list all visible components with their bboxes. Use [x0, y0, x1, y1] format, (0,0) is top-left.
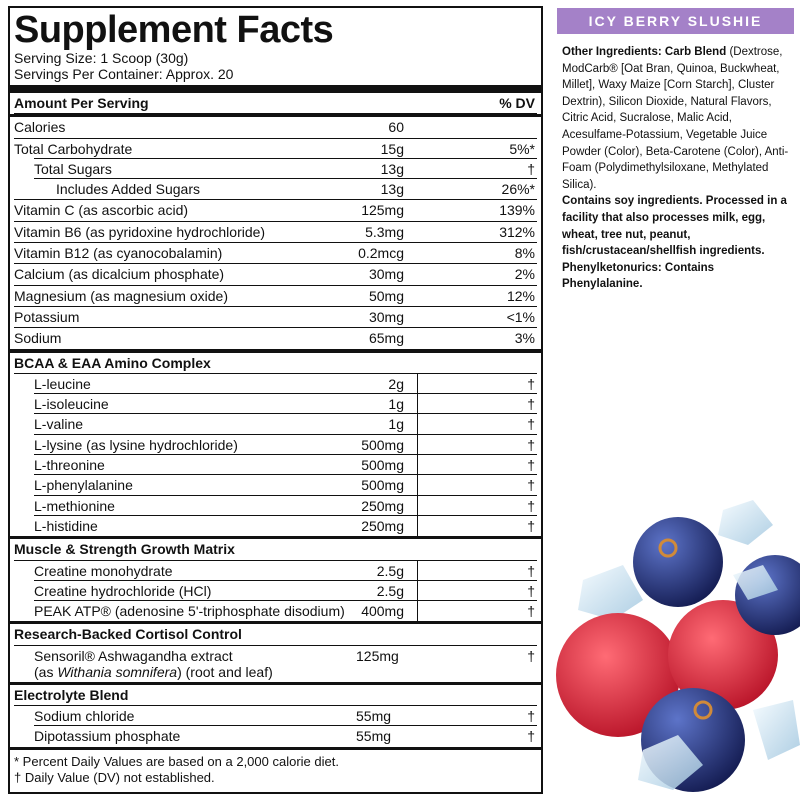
footnote: † Daily Value (DV) not established. [14, 769, 215, 785]
nutrient-label: L-valine [34, 416, 84, 433]
allergen-statement: Contains soy ingredients. Processed in a facility that also processes milk, egg, wheat, tree nut, peanut, fish/crustacean/shellfish ingredients. Phenylketonurics: Contains Phenylalanine. [562, 195, 787, 291]
divider [10, 747, 541, 750]
nutrient-dv: <1% [506, 308, 535, 325]
nutrient-label: Dipotassium phosphate [34, 728, 181, 745]
nutrient-label: Creatine monohydrate [34, 562, 173, 579]
section-title-text: Electrolyte Blend [14, 686, 129, 703]
ingredient-row [14, 455, 537, 475]
nutrient-amount: 15g [380, 140, 404, 157]
nutrient-row [14, 179, 537, 200]
nutrient-amount: 13g [380, 160, 404, 177]
blend-sections [14, 353, 537, 750]
nutrient-amount: 13g [380, 181, 404, 198]
nutrient-row [14, 243, 537, 264]
ingredient-row [14, 394, 537, 414]
nutrient-amount: 0.2mcg [358, 245, 404, 262]
ingredient-row [14, 414, 537, 434]
ingredient-row [14, 561, 537, 581]
amount-header: Amount Per Serving [14, 95, 149, 111]
column-divider [417, 455, 418, 475]
ingredient-row [14, 601, 537, 621]
nutrient-amount: 500mg [361, 477, 404, 494]
nutrient-amount: 2g [388, 375, 404, 392]
nutrient-dv: † [527, 457, 535, 474]
column-divider [417, 516, 418, 536]
nutrient-label: Total Sugars [34, 160, 112, 177]
section-title [14, 539, 537, 560]
column-divider [417, 374, 418, 394]
dv-header: % DV [499, 95, 535, 111]
nutrient-row [14, 222, 537, 243]
nutrient-amount: 1g [388, 416, 404, 433]
section-title-text: Muscle & Strength Growth Matrix [14, 541, 235, 558]
nutrient-amount: 60 [388, 119, 404, 136]
nutrient-label: Vitamin C (as ascorbic acid) [14, 202, 189, 219]
nutrient-dv: 139% [499, 202, 535, 219]
nutrient-label: Total Carbohydrate [14, 140, 133, 157]
nutrient-dv: † [527, 375, 535, 392]
nutrient-dv: † [527, 562, 535, 579]
nutrient-label: L-lysine (as lysine hydrochloride) [34, 436, 238, 453]
nutrient-amount: 55mg [356, 728, 392, 745]
nutrient-dv: † [527, 582, 535, 599]
nutrient-amount: 65mg [368, 330, 404, 347]
nutrient-label: Sodium [14, 330, 62, 347]
section-title [14, 685, 537, 706]
nutrient-label: Sodium chloride [34, 708, 135, 725]
nutrient-row [14, 264, 537, 285]
ingredient-row [14, 646, 537, 682]
nutrient-dv: † [527, 603, 535, 620]
nutrient-row [14, 307, 537, 328]
nutrient-list [14, 117, 537, 348]
nutrient-dv: † [527, 160, 535, 177]
nutrient-dv: † [527, 416, 535, 433]
nutrient-dv: 12% [506, 287, 535, 304]
servings-per-container: Servings Per Container: Approx. 20 [14, 66, 234, 82]
nutrient-dv: † [527, 728, 535, 745]
carb-blend-text: (Dextrose, ModCarb® [Oat Bran, Quinoa, Buckwheat, Millet], Waxy Maize [Corn Starch], Cluster Dextrin), Silicon Dioxide, Natural Flavors, Citric Acid, Sucralose, Malic Acid, Acesulfame-Potassium, Vegetable Juice Powder (Color), Beta-Carotene (Color), Anti-Foam (Polydimethylsiloxane, Methylated Silica). [562, 46, 789, 191]
nutrient-amount: 250mg [361, 497, 404, 514]
nutrient-amount: 500mg [361, 457, 404, 474]
nutrient-label-line2 [34, 664, 273, 680]
nutrient-dv: † [527, 396, 535, 413]
nutrient-dv: 3% [514, 330, 535, 347]
nutrient-label: PEAK ATP® (adenosine 5'-triphosphate disodium) [34, 603, 345, 620]
nutrient-label: L-phenylalanine [34, 477, 133, 494]
nutrient-dv: † [527, 708, 535, 725]
nutrient-dv: 26%* [501, 181, 535, 198]
nutrient-amount: 55mg [356, 708, 392, 725]
nutrient-dv: † [527, 436, 535, 453]
nutrient-dv: 5%* [509, 140, 535, 157]
serving-size: Serving Size: 1 Scoop (30g) [14, 50, 189, 66]
nutrient-row [14, 286, 537, 307]
nutrient-label: Vitamin B6 (as pyridoxine hydrochloride) [14, 223, 266, 240]
nutrient-label: Creatine hydrochloride (HCl) [34, 582, 212, 599]
supplement-facts-panel [8, 6, 543, 794]
thick-divider [10, 85, 541, 93]
nutrient-amount: 30mg [368, 308, 404, 325]
column-divider [417, 601, 418, 621]
column-divider [417, 561, 418, 581]
carb-blend-label: Carb Blend [664, 46, 727, 58]
footnotes [14, 754, 537, 786]
ingredient-row [14, 435, 537, 455]
berries-and-ice-image [553, 500, 800, 800]
nutrient-amount: 50mg [368, 287, 404, 304]
nutrient-amount: 2.5g [376, 562, 404, 579]
nutrient-label: Includes Added Sugars [56, 181, 200, 198]
ingredient-row [14, 374, 537, 394]
nutrient-label: Calories [14, 119, 66, 136]
nutrient-row [14, 117, 537, 138]
ingredient-row [14, 581, 537, 601]
nutrient-row [14, 328, 537, 348]
nutrient-dv: 312% [499, 223, 535, 240]
nutrient-amount: 400mg [361, 603, 404, 620]
nutrient-dv: † [527, 497, 535, 514]
nutrient-label: L-threonine [34, 457, 105, 474]
nutrient-dv: † [527, 517, 535, 534]
section-title [14, 624, 537, 645]
nutrient-label: Vitamin B12 (as cyanocobalamin) [14, 245, 223, 262]
nutrient-amount: 1g [388, 396, 404, 413]
column-divider [417, 414, 418, 434]
page-title: Supplement Facts [14, 9, 334, 51]
ingredient-row [14, 706, 537, 726]
column-divider [417, 581, 418, 601]
ingredient-row [14, 496, 537, 516]
label-part: (as [34, 663, 58, 680]
footnote: * Percent Daily Values are based on a 2,000 calorie diet. [14, 753, 339, 769]
label-part: ) (root and leaf) [177, 663, 273, 680]
nutrient-row [14, 139, 537, 159]
nutrient-dv: † [527, 647, 535, 664]
ingredient-row [14, 475, 537, 495]
nutrient-amount: 500mg [361, 436, 404, 453]
ingredient-row [14, 516, 537, 536]
nutrient-label: L-leucine [34, 375, 91, 392]
column-divider [417, 394, 418, 414]
nutrient-amount: 250mg [361, 517, 404, 534]
nutrient-label: Magnesium (as magnesium oxide) [14, 287, 228, 304]
other-ingredients [562, 44, 794, 293]
column-divider [417, 496, 418, 516]
nutrient-dv: † [527, 477, 535, 494]
nutrient-amount: 125mg [361, 202, 404, 219]
section-title-text: Research-Backed Cortisol Control [14, 626, 242, 643]
nutrient-label: Calcium (as dicalcium phosphate) [14, 266, 225, 283]
other-ingredients-label: Other Ingredients: [562, 46, 662, 58]
nutrient-dv: 2% [514, 266, 535, 283]
nutrient-amount: 2.5g [376, 582, 404, 599]
nutrient-row [14, 159, 537, 179]
section-title-text: BCAA & EAA Amino Complex [14, 354, 211, 371]
nutrient-label: Sensoril® Ashwagandha extract [34, 647, 233, 664]
column-divider [417, 475, 418, 495]
nutrient-label: L-isoleucine [34, 396, 109, 413]
header-row [14, 93, 537, 114]
nutrient-label: Potassium [14, 308, 80, 325]
nutrient-row [14, 200, 537, 221]
nutrient-label: L-methionine [34, 497, 115, 514]
column-divider [417, 435, 418, 455]
nutrient-amount: 125mg [356, 647, 399, 664]
nutrient-label: L-histidine [34, 517, 98, 534]
section-title [14, 353, 537, 374]
nutrient-dv: 8% [514, 245, 535, 262]
nutrient-amount: 5.3mg [365, 223, 404, 240]
nutrient-amount: 30mg [368, 266, 404, 283]
ingredient-row [14, 726, 537, 746]
flavor-banner: ICY BERRY SLUSHIE [557, 8, 794, 34]
label-part-italic: Withania somnifera [57, 663, 178, 680]
